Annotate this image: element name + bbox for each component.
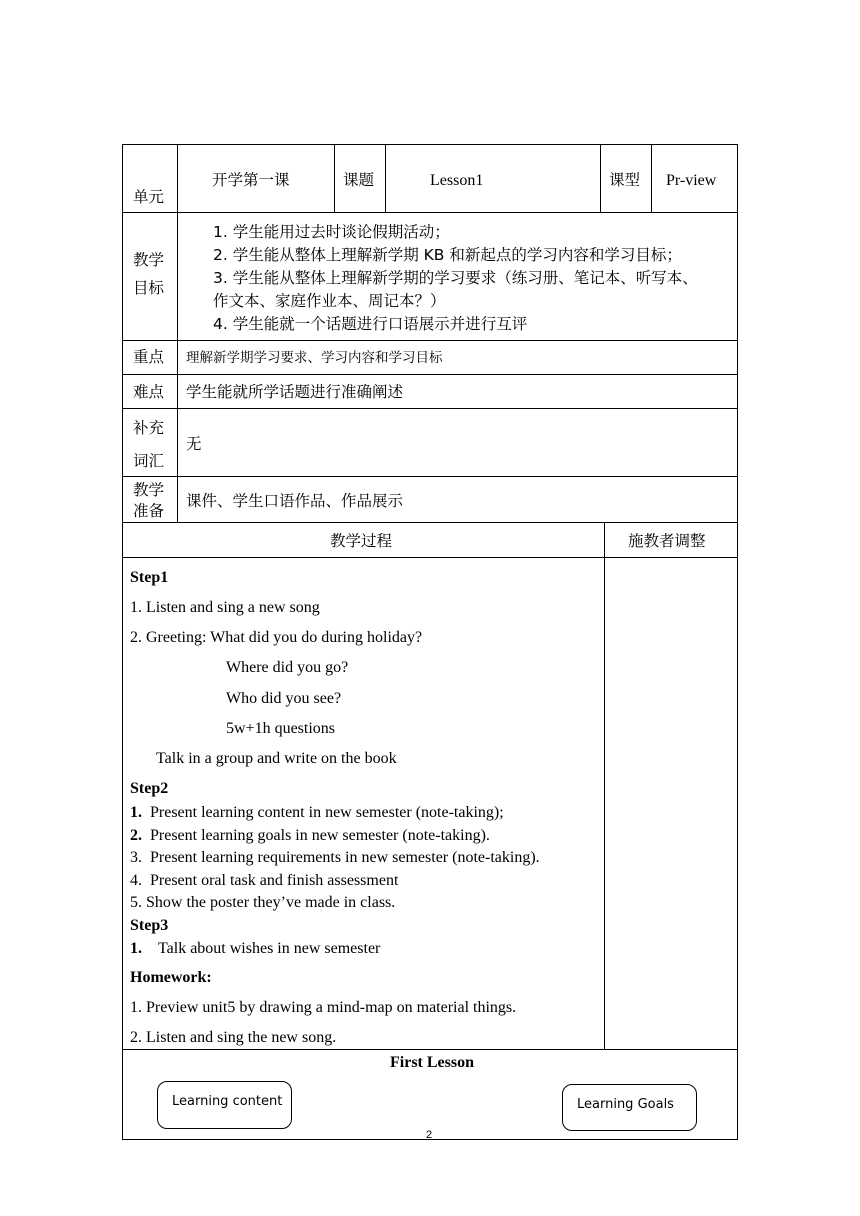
vocabulary-label-line1: 补充 [133, 419, 165, 437]
key-points-label: 重点 [133, 348, 165, 366]
vocabulary-label-line2: 词汇 [133, 452, 165, 470]
homework-title: Homework: [130, 969, 212, 986]
step2-item: 3. Present learning requirements in new semester (note-taking). [130, 849, 540, 866]
unit-value: 开学第一课 [212, 171, 290, 189]
step2-title: Step2 [130, 780, 169, 797]
homework-item: 2. Listen and sing the new song. [130, 1029, 337, 1046]
step3-item: 1. Talk about wishes in new semester [130, 940, 381, 957]
preparation-label-line1: 教学 [133, 481, 165, 499]
step2-item: 1. Present learning content in new semester (note-taking); [130, 804, 504, 821]
adjust-header: 施教者调整 [628, 532, 706, 550]
objective-item: 1. 学生能用过去时谈论假期活动； [213, 223, 450, 241]
step2-item: 5. Show the poster they’ve made in class. [130, 894, 396, 911]
objective-item: 2. 学生能从整体上理解新学期 KB 和新起点的学习内容和学习目标； [213, 246, 682, 264]
learning-content-label: Learning content [172, 1094, 283, 1109]
process-header: 教学过程 [330, 532, 393, 550]
objective-item: 作文本、家庭作业本、周记本？） [213, 292, 446, 310]
learning-content-box [157, 1081, 292, 1129]
objectives-label-line1: 教学 [133, 251, 165, 269]
key-points-value: 理解新学期学习要求、学习内容和学习目标 [186, 350, 443, 366]
diagram-title: First Lesson [390, 1054, 474, 1071]
objectives-label-line2: 目标 [133, 279, 165, 297]
preparation-label-line2: 准备 [133, 502, 165, 520]
step1-item: Who did you see? [226, 690, 342, 707]
topic-value: Lesson1 [430, 172, 484, 189]
objective-item: 3. 学生能从整体上理解新学期的学习要求（练习册、笔记本、听写本、 [213, 269, 698, 287]
lesson-type-label: 课型 [609, 171, 641, 189]
step3-title: Step3 [130, 917, 169, 934]
preparation-value: 课件、学生口语作品、作品展示 [186, 492, 404, 510]
step1-item: 5w+1h questions [226, 720, 336, 737]
step1-item: 2. Greeting: What did you do during holiday? [130, 629, 423, 646]
learning-goals-label: Learning Goals [577, 1097, 674, 1112]
step2-item: 4. Present oral task and finish assessment [130, 872, 399, 889]
unit-label: 单元 [133, 188, 165, 206]
step1-item: Talk in a group and write on the book [156, 750, 397, 767]
lesson-type-value: Pr-view [666, 172, 717, 189]
step1-item: 1. Listen and sing a new song [130, 599, 320, 616]
learning-goals-box [562, 1084, 697, 1131]
objective-item: 4. 学生能就一个话题进行口语展示并进行互评 [213, 315, 528, 333]
topic-label: 课题 [343, 171, 375, 189]
vocabulary-value: 无 [186, 435, 202, 453]
homework-item: 1. Preview unit5 by drawing a mind-map on material things. [130, 999, 517, 1016]
difficulties-value: 学生能就所学话题进行准确阐述 [186, 383, 404, 401]
difficulties-label: 难点 [133, 383, 165, 401]
page-number: 2 [426, 1129, 433, 1141]
step2-item: 2. Present learning goals in new semester (note-taking). [130, 827, 490, 844]
step1-item: Where did you go? [226, 659, 349, 676]
step1-title: Step1 [130, 569, 169, 586]
